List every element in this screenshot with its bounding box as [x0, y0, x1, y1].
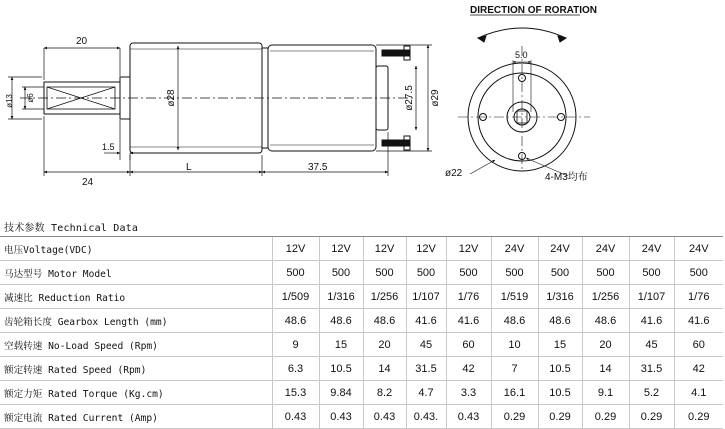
table-cell: 16.1	[491, 381, 538, 405]
table-cell: 12V	[272, 237, 319, 261]
table-cell: 48.6	[538, 309, 582, 333]
table-cell: 24V	[491, 237, 538, 261]
table-cell: 3.3	[446, 381, 491, 405]
table-cell: 45	[629, 333, 674, 357]
table-cell: 48.6	[319, 309, 363, 333]
table-row	[0, 381, 723, 405]
table-cell: 10	[491, 333, 538, 357]
table-cell: 41.6	[674, 309, 723, 333]
dim-37-5-label: 37.5	[308, 162, 328, 173]
table-row	[0, 261, 723, 285]
dim-20-label: 20	[76, 36, 88, 47]
table-cell: 500	[538, 261, 582, 285]
table-cell: 4.7	[406, 381, 446, 405]
table-cell: 0.43.	[406, 405, 446, 429]
table-cell: 10.5	[538, 357, 582, 381]
table-cell: 1/107	[629, 285, 674, 309]
dim-1-5-label: 1.5	[102, 142, 115, 152]
table-cell: 45	[406, 333, 446, 357]
row-label: 齿轮箱长度 Gearbox Length (mm)	[0, 309, 272, 333]
dim-d27-5-label: ø27.5	[404, 85, 415, 111]
table-title: 技术参数 Technical Data	[4, 223, 139, 234]
table-cell: 60	[674, 333, 723, 357]
table-cell: 500	[629, 261, 674, 285]
table-cell: 24V	[629, 237, 674, 261]
table-cell: 10.5	[319, 357, 363, 381]
table-cell: 1/316	[538, 285, 582, 309]
row-label: 减速比 Reduction Ratio	[0, 285, 272, 309]
table-cell: 500	[674, 261, 723, 285]
table-cell: 24V	[538, 237, 582, 261]
table-cell: 1/107	[406, 285, 446, 309]
table-cell: 48.6	[363, 309, 406, 333]
table-cell: 1/256	[582, 285, 629, 309]
table-cell: 500	[319, 261, 363, 285]
table-row	[0, 309, 723, 333]
table-cell: 41.6	[629, 309, 674, 333]
table-cell: 0.29	[629, 405, 674, 429]
table-cell: 0.29	[538, 405, 582, 429]
table-cell: 0.29	[582, 405, 629, 429]
table-cell: 12V	[446, 237, 491, 261]
table-cell: 500	[491, 261, 538, 285]
table-cell: 48.6	[491, 309, 538, 333]
dim-d13-label: ø13	[5, 94, 14, 108]
row-label: 额定力矩 Rated Torque (Kg.cm)	[0, 381, 272, 405]
table-cell: 42	[674, 357, 723, 381]
table-cell: 31.5	[406, 357, 446, 381]
table-cell: 1/316	[319, 285, 363, 309]
table-cell: 500	[582, 261, 629, 285]
table-row	[0, 357, 723, 381]
table-cell: 14	[363, 357, 406, 381]
table-cell: 41.6	[446, 309, 491, 333]
dim-d28-label: ø28	[166, 89, 177, 107]
table-cell: 15	[538, 333, 582, 357]
table-cell: 14	[582, 357, 629, 381]
table-cell: 0.43	[319, 405, 363, 429]
table-cell: 12V	[363, 237, 406, 261]
table-cell: 500	[446, 261, 491, 285]
table-cell: 0.29	[491, 405, 538, 429]
table-cell: 0.29	[674, 405, 723, 429]
motor-technical-drawing	[0, 0, 725, 212]
side-view-dimensions	[8, 45, 432, 176]
table-cell: 15	[319, 333, 363, 357]
technical-data-table	[0, 236, 723, 429]
table-cell: 20	[363, 333, 406, 357]
table-cell: 12V	[406, 237, 446, 261]
table-cell: 500	[363, 261, 406, 285]
table-cell: 4.1	[674, 381, 723, 405]
table-cell: 31.5	[629, 357, 674, 381]
table-cell: 1/519	[491, 285, 538, 309]
table-cell: 10.5	[538, 381, 582, 405]
table-cell: 48.6	[582, 309, 629, 333]
dim-d29-label: ø29	[430, 89, 441, 107]
table-cell: 1/509	[272, 285, 319, 309]
table-cell: 9.1	[582, 381, 629, 405]
row-label: 额定电流 Rated Current (Amp)	[0, 405, 272, 429]
row-label: 空载转速 No-Load Speed (Rpm)	[0, 333, 272, 357]
row-label: 电压Voltage(VDC)	[0, 237, 272, 261]
table-cell: 9.84	[319, 381, 363, 405]
table-cell: 6.3	[272, 357, 319, 381]
table-cell: 20	[582, 333, 629, 357]
table-cell: 0.43	[446, 405, 491, 429]
side-view	[20, 43, 415, 153]
table-cell: 7	[491, 357, 538, 381]
table-cell: 24V	[674, 237, 723, 261]
dim-d6-label: ø6	[26, 93, 35, 103]
table-row	[0, 237, 723, 261]
table-cell: 500	[406, 261, 446, 285]
table-cell: 48.6	[272, 309, 319, 333]
rotation-direction-label: DIRECTION OF RORATION	[470, 5, 598, 16]
table-row	[0, 285, 723, 309]
table-cell: 15.3	[272, 381, 319, 405]
table-cell: 12V	[319, 237, 363, 261]
table-cell: 60	[446, 333, 491, 357]
table-cell: 8.2	[363, 381, 406, 405]
table-row	[0, 333, 723, 357]
dim-l-label: L	[186, 162, 192, 173]
table-cell: 41.6	[406, 309, 446, 333]
table-cell: 5.2	[629, 381, 674, 405]
dim-24-label: 24	[82, 177, 94, 188]
dim-5-0-label: 5.0	[515, 50, 528, 60]
dim-d22-label: ø22	[445, 168, 463, 179]
table-cell: 1/76	[674, 285, 723, 309]
mount-note-label: 4-M3均布	[545, 172, 588, 183]
table-cell: 0.43	[363, 405, 406, 429]
table-cell: 0.43	[272, 405, 319, 429]
table-cell: 500	[272, 261, 319, 285]
table-cell: 42	[446, 357, 491, 381]
table-cell: 9	[272, 333, 319, 357]
row-label: 额定转速 Rated Speed (Rpm)	[0, 357, 272, 381]
row-label: 马达型号 Motor Model	[0, 261, 272, 285]
table-cell: 24V	[582, 237, 629, 261]
table-cell: 1/76	[446, 285, 491, 309]
table-row	[0, 405, 723, 429]
table-cell: 1/256	[363, 285, 406, 309]
